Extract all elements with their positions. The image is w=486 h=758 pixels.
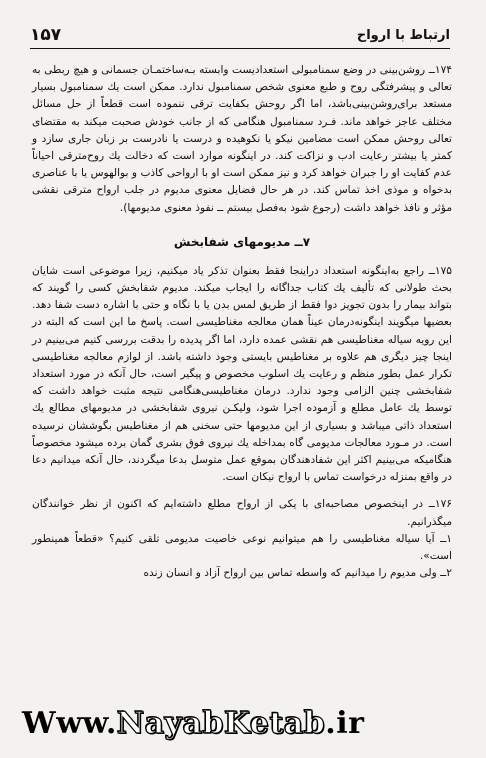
question-1: ۱ــ آیا سیاله مغناطیسی را هم میتوانیم نوعی خاصیت مدیومی تلقی کنیم؟ «قطعاً همینطور است». <box>32 532 452 563</box>
section-heading: ۷ــ مدیومهای شفابخش <box>173 234 311 249</box>
watermark-suffix: .ir <box>325 706 365 741</box>
paragraph-176: ۱۷۶ــ در اینخصوص مصاحبه‌ای با یکی از ارواح مطلع داشته‌ایم که اکنون از نظر خوانندگان میگذرانیم. <box>32 498 452 528</box>
page-body <box>32 62 452 582</box>
watermark-prefix: Www. <box>22 706 117 741</box>
question-list <box>32 531 452 583</box>
page-header <box>30 25 450 49</box>
site-watermark <box>22 706 472 746</box>
watermark-brand: NayabKetab <box>116 706 326 741</box>
page-number: ۱۵۷ <box>30 25 62 45</box>
paragraph-175: ۱۷۵ــ راجع به‌اینگونه استعداد دراینجا فقط بعنوان تذکر یاد میکنیم، زیرا موضوعی است شایان بحث طولانی که تألیف یك کتاب جداگانه را ایجاب میکند. مدیوم شفابخش کسی را گویند که بتواند بیمار را بدون تجویز دوا فقط از طریق لمس بدن یا با نگاه و حتی با اشاره دست شفا دهد. بعضیها میگویند اینگونه‌درمان عیناً همان معالجه مغناطیسی است. پاسخ ما این است که البته در این رویه سیاله مغناطیسی هم نقشی عمده دارد، اما اگر پدیده را بدقت بررسی کنیم می‌بینیم در اینجا چیز دیگری هم علاوه بر مغناطیس بایستی وجود داشته باشد. از لوازم معالجه مغناطیسی تکرار عمل بطور منظم و رعایت یك اسلوب مخصوص و پیگیر است، حال آنکه در مورد استعداد شفابخشی چنین الزامی وجود ندارد. درمان مغناطیسی‌هنگامی نتیجه مثبت خواهد داشت که توسط یك عامل مطلع و آزموده اجرا شود، ولیکـن نیروی شفابخشی در مدیومهای مطالع یك استعداد ذاتی میباشد و بسیاری از این مدیومها حتی سخنی هم از مغناطیس بگوششان نرسیده است. در مـورد معالجات مدیومی گاه بمداخله یك نیروی فوق بشری گمان برده میشود مخصوصاً هنگامیکه می‌بینیم اکثر این شفادهندگان بموقع عمل متوسل بدعا میگردند، حال آنکه میدانیم دعا در واقع بمنزله درخواست تماس با ارواح نیکان است. <box>32 264 452 484</box>
paragraph-174: ۱۷۴ــ روشن‌بینی در وضع سمنامبولی استعدادیست وابسته بـه‌ساختمـان جسمانی و هیچ ربطی به تعالی و پیشرفتگی روح و طبع معنوی شخص سمنامبول ندارد. ممکن است یك سمنامبول بسیار مستعد برای‌روشن‌بینی‌باشد، اما اگر روحش بکفایت ترقی ننموده است قطعاً از حل مسائل مختلف عاجز خواهد ماند. فـرد سمنامبول هنگامی که از جانب خودش صحبت میکند به مقتضای تعالی روحش ممکن است مضامین نیکو یا نکوهیده و درست یا نادرست بر زبان جاری سازد و کمتر یا بیشتر رعایت ادب و نزاکت کند. در اینگونه موارد است که دخالت یك روح‌مترقی احیاناً عدم کفایت او را جبران خواهد کرد و نیز ممکن است او با ارواحی کاذب و بوالهوس یا با عناصری بدخواه و موذی اخذ تماس کند. در هر حال فضایل معنوی مدیوم در جلب ارواح مترقی نقشی مؤثر و نافذ خواهد داشت (رجوع شود به‌فصل بیستم ــ نفوذ معنوی مدیومها). <box>32 64 452 214</box>
question-2: ۲ــ ولی مدیوم را میدانیم که واسطه تماس بین ارواح آزاد و انسان زنده <box>143 567 452 580</box>
running-title: ارتباط با ارواح <box>356 28 450 43</box>
